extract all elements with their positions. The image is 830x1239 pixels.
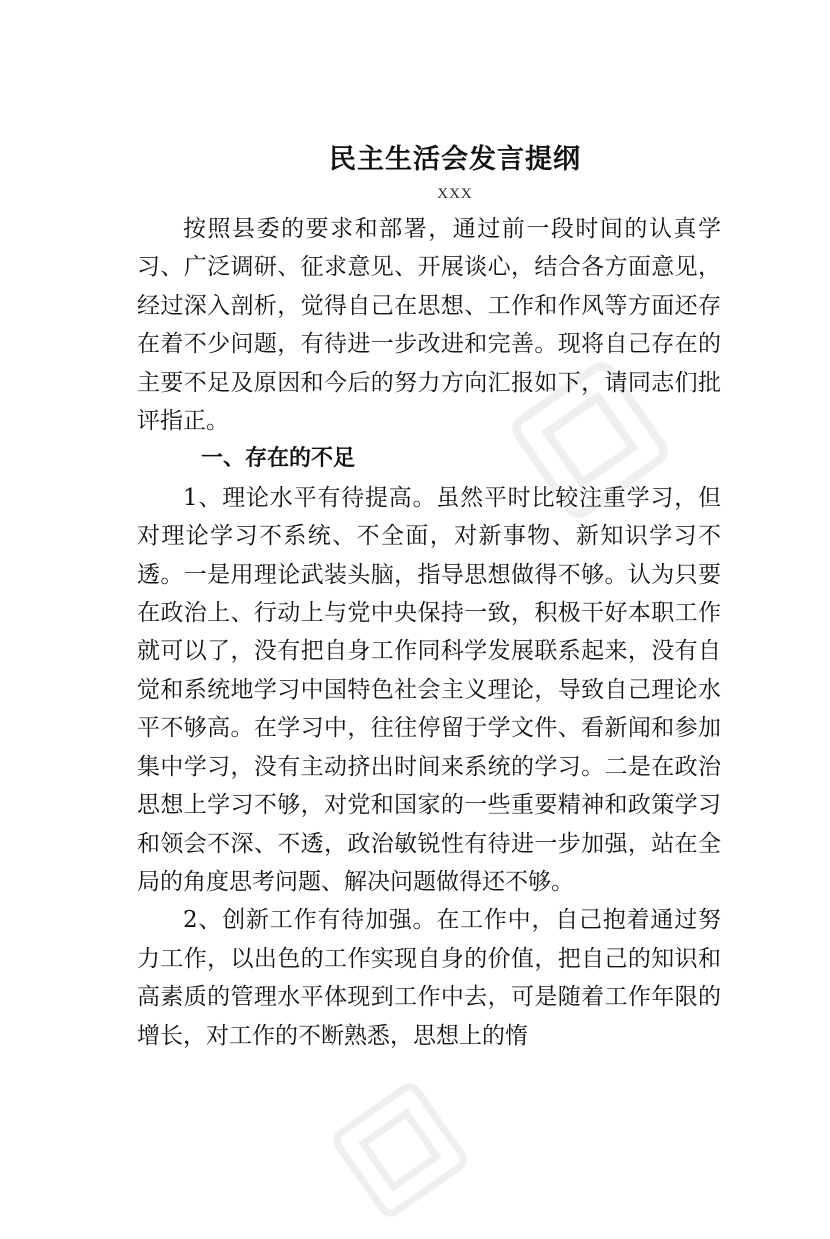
document-title: 民主生活会发言提纲 [329,144,581,175]
item-2-paragraph: 2、创新工作有待加强。在工作中，自己抱着通过努力工作，以出色的工作实现自身的价值，把自己的知识和高素质的管理水平体现到工作中去，可是随着工作年限的增长，对工作的不断熟悉，思想上的惰 [137,907,721,1049]
item-1-paragraph: 1、理论水平有待提高。虽然平时比较注重学习，但对理论学习不系统、不全面，对新事物、新知识学习不透。一是用理论武装头脑，指导思想做得不够。认为只要在政治上、行动上与党中央保持一致，积极干好本职工作就可以了，没有把自身工作同科学发展联系起来，没有自觉和系统地学习中国特色社会主义理论，导致自己理论水平不够高。在学习中，往往停留于学文件、看新闻和参加集中学习，没有主动挤出时间来系统的学习。二是在政治思想上学习不够，对党和国家的一些重要精神和政策学习和领会不深、不透，政治敏锐性有待进一步加强，站在全局的角度思考问题、解决问题做得还不够。 [137,484,721,895]
document-author: XXX [437,186,473,202]
section-heading: 一、存在的不足 [201,446,356,472]
watermark-logo-icon [308,1061,492,1239]
document-body [137,210,721,1055]
intro-paragraph: 按照县委的要求和部署，通过前一段时间的认真学习、广泛调研、征求意见、开展谈心，结合各方面意见，经过深入剖析，觉得自己在思想、工作和作风等方面还存在着不少问题，有待进一步改进和完善。现将自己存在的主要不足及原因和今后的努力方向汇报如下，请同志们批评指正。 [137,216,721,435]
